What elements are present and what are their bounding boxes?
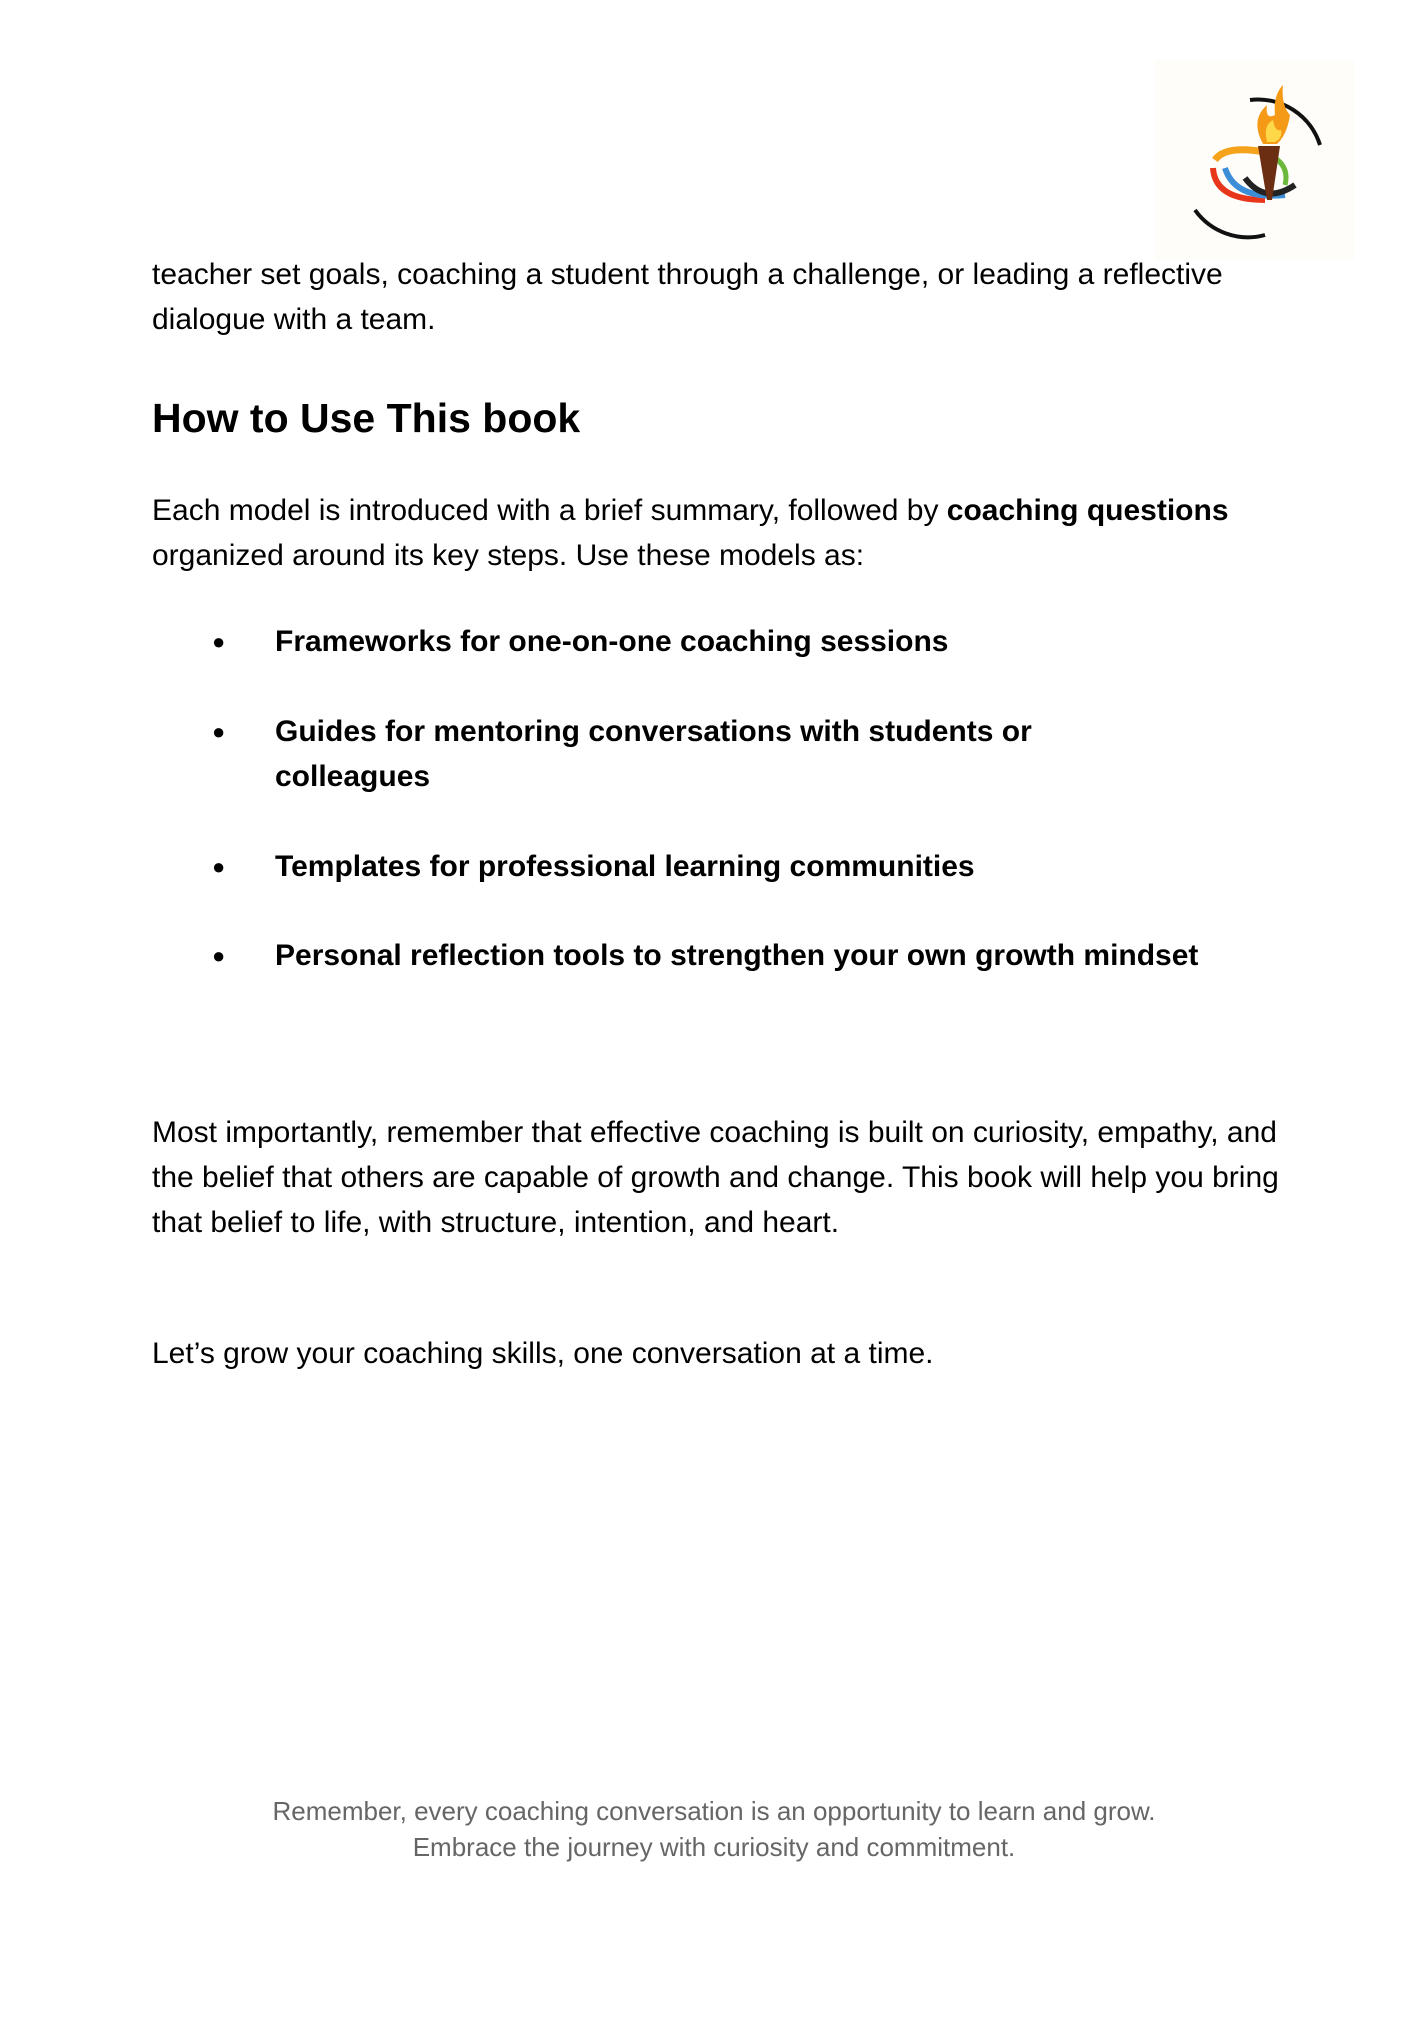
intro-continuation: teacher set goals, coaching a student through a challenge, or leading a reflective dialogue with a team.: [152, 258, 1223, 336]
list-item-label: Guides for mentoring conversations with students or colleagues: [275, 715, 1032, 793]
list-item-label: Frameworks for one-on-one coaching sessions: [275, 625, 949, 658]
closing-paragraph: Most importantly, remember that effective coaching is built on curiosity, empathy, and the belief that others are capable of growth and change. This book will help you bring that belief to life, with structure, intention, and heart.: [152, 1116, 1279, 1239]
bullet-icon: ●: [212, 719, 226, 744]
section-heading: How to Use This book: [152, 395, 581, 441]
para1-text: Each model is introduced with a brief summary, followed by: [152, 494, 947, 527]
list-item: [212, 619, 1212, 664]
list-item: [212, 933, 1212, 978]
teachers-coach-logo: [1155, 60, 1355, 260]
bullet-icon: ●: [212, 943, 226, 968]
list-item-label: Personal reflection tools to strengthen your own growth mindset: [275, 939, 1199, 972]
footer: [0, 1793, 1428, 1865]
closing-line: Let’s grow your coaching skills, one conversation at a time.: [152, 1337, 934, 1370]
list-item: [212, 709, 1132, 799]
footer-line-1: Remember, every coaching conversation is an opportunity to learn and grow.: [272, 1796, 1156, 1826]
footer-line-2: Embrace the journey with curiosity and commitment.: [412, 1832, 1016, 1862]
list-item-label: Templates for professional learning communities: [275, 850, 975, 883]
para1-bold: coaching questions: [946, 494, 1229, 527]
intro-paragraph: [152, 488, 1292, 578]
bullet-icon: ●: [212, 854, 226, 879]
list-item: [212, 844, 1212, 889]
bullet-icon: ●: [212, 629, 226, 654]
para1-text-end: organized around its key steps. Use these models as:: [152, 539, 865, 572]
